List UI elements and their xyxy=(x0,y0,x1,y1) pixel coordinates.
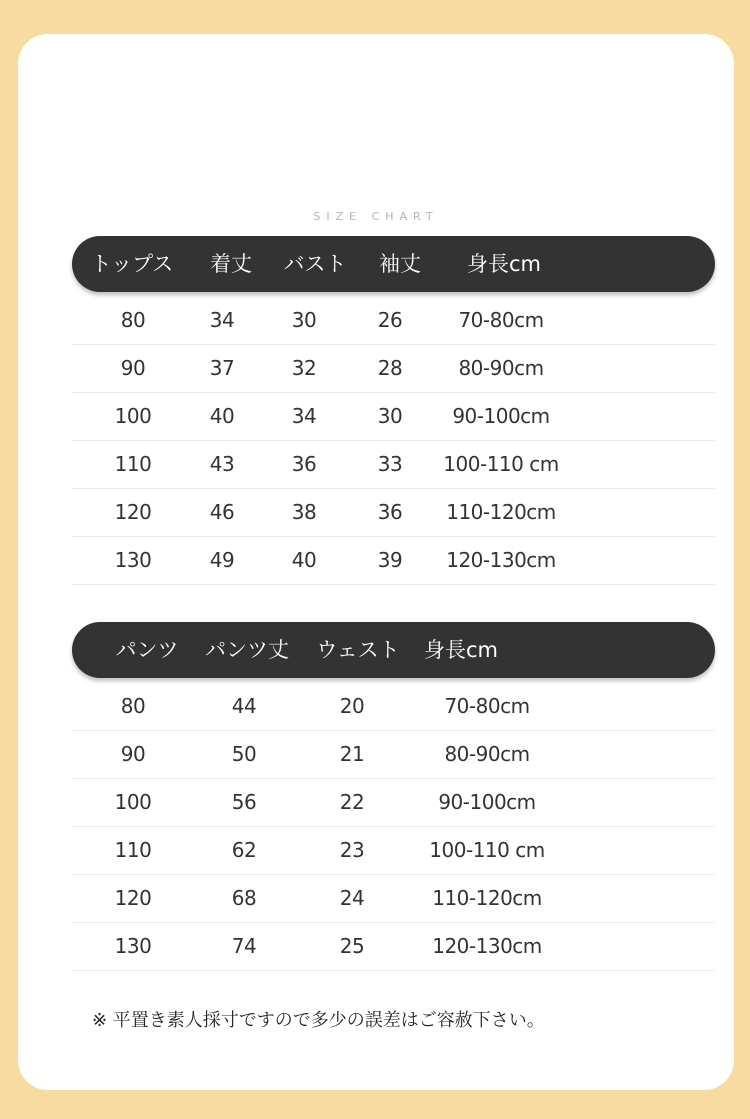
chart-title: SIZE CHART xyxy=(313,210,439,223)
table-cell: 80-90cm xyxy=(444,742,530,766)
size-chart-card xyxy=(18,34,734,1090)
table-row xyxy=(72,345,715,393)
table-cell: 44 xyxy=(231,694,257,718)
table-row xyxy=(72,875,715,923)
table-cell: 36 xyxy=(377,500,403,524)
tops-header-length: 着丈 xyxy=(210,252,252,276)
table-cell: 23 xyxy=(339,838,365,862)
table-cell: 120-130cm xyxy=(446,548,556,572)
table-cell: 28 xyxy=(377,356,403,380)
table-cell: 70-80cm xyxy=(444,694,530,718)
table-cell: 38 xyxy=(291,500,317,524)
table-cell: 34 xyxy=(209,308,235,332)
table-row xyxy=(72,779,715,827)
table-row xyxy=(72,923,715,971)
table-cell: 21 xyxy=(339,742,365,766)
table-cell: 40 xyxy=(291,548,317,572)
table-cell: 39 xyxy=(377,548,403,572)
table-row xyxy=(72,393,715,441)
table-row xyxy=(72,731,715,779)
table-cell: 110-120cm xyxy=(446,500,556,524)
table-cell: 30 xyxy=(291,308,317,332)
table-cell: 130 xyxy=(114,548,152,572)
table-cell: 56 xyxy=(231,790,257,814)
table-row xyxy=(72,537,715,585)
table-row xyxy=(72,489,715,537)
table-row xyxy=(72,297,715,345)
table-cell: 100 xyxy=(114,790,152,814)
table-cell: 32 xyxy=(291,356,317,380)
table-cell: 20 xyxy=(339,694,365,718)
tops-header-bust: バスト xyxy=(283,252,347,276)
table-cell: 26 xyxy=(377,308,403,332)
table-cell: 40 xyxy=(209,404,235,428)
table-cell: 130 xyxy=(114,934,152,958)
table-cell: 100-110 cm xyxy=(443,452,559,476)
table-cell: 30 xyxy=(377,404,403,428)
tops-header-height: 身長cm xyxy=(466,252,542,276)
table-cell: 110 xyxy=(114,838,152,862)
table-cell: 80-90cm xyxy=(458,356,544,380)
table-cell: 90 xyxy=(120,742,146,766)
table-cell: 90-100cm xyxy=(452,404,550,428)
table-cell: 33 xyxy=(377,452,403,476)
table-row xyxy=(72,827,715,875)
tops-header-bar xyxy=(72,236,715,292)
table-cell: 110-120cm xyxy=(432,886,542,910)
table-cell: 120 xyxy=(114,886,152,910)
table-cell: 24 xyxy=(339,886,365,910)
table-cell: 25 xyxy=(339,934,365,958)
table-cell: 34 xyxy=(291,404,317,428)
tops-header-sleeve: 袖丈 xyxy=(379,252,421,276)
pants-header-waist: ウェスト xyxy=(316,638,400,662)
table-cell: 36 xyxy=(291,452,317,476)
table-cell: 70-80cm xyxy=(458,308,544,332)
table-cell: 49 xyxy=(209,548,235,572)
table-cell: 110 xyxy=(114,452,152,476)
tops-header-size: トップス xyxy=(90,252,174,276)
table-row xyxy=(72,441,715,489)
table-cell: 80 xyxy=(120,308,146,332)
pants-header-length: パンツ丈 xyxy=(205,638,289,662)
table-cell: 80 xyxy=(120,694,146,718)
table-cell: 22 xyxy=(339,790,365,814)
table-cell: 100 xyxy=(114,404,152,428)
pants-header-bar xyxy=(72,622,715,678)
table-cell: 90-100cm xyxy=(438,790,536,814)
pants-header-height: 身長cm xyxy=(423,638,499,662)
table-cell: 46 xyxy=(209,500,235,524)
table-cell: 37 xyxy=(209,356,235,380)
table-cell: 50 xyxy=(231,742,257,766)
pants-header-size: パンツ xyxy=(115,638,179,662)
pants-rows xyxy=(72,683,715,971)
table-row xyxy=(72,683,715,731)
table-cell: 43 xyxy=(209,452,235,476)
table-cell: 120-130cm xyxy=(432,934,542,958)
tops-rows xyxy=(72,297,715,585)
table-cell: 68 xyxy=(231,886,257,910)
measurement-note: ※ 平置き素人採寸ですので多少の誤差はご容赦下さい。 xyxy=(92,1010,545,1031)
table-cell: 62 xyxy=(231,838,257,862)
table-cell: 90 xyxy=(120,356,146,380)
table-cell: 100-110 cm xyxy=(429,838,545,862)
table-cell: 74 xyxy=(231,934,257,958)
table-cell: 120 xyxy=(114,500,152,524)
